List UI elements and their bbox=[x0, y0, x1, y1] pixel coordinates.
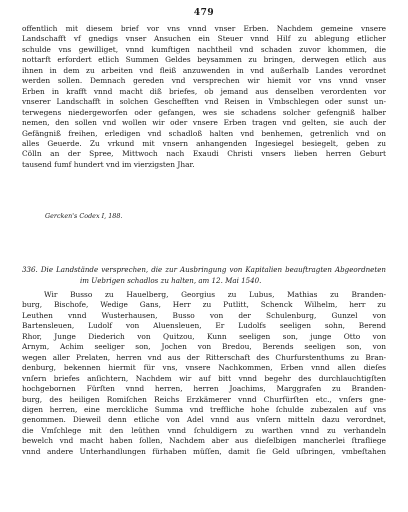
text-line: Landschafft vf gnedigs vnser Ansuchen ein Steuer vnnd Hilf zu ablegung etlicher bbox=[22, 34, 386, 44]
text-line: vnnd andere Unterhandlungen fürhaben müſſen, damit ſie Geld uſbringen, vmbeſtahen bbox=[22, 446, 386, 456]
text-line: nemen, den sollen vnd wollen wir oder vnsere Erben tragen vnd gelten, sie auch der bbox=[22, 118, 386, 128]
source-note: Gercken's Codex I, 188. bbox=[45, 212, 123, 220]
text-line: Arnym, Achim seeliger son, Jochen von Bredou, Berends seeligen son, von bbox=[22, 342, 386, 352]
text-line: Leuthen vnnd Wusterhausen, Busso von der Schulenburg, Gunzel von bbox=[22, 310, 386, 320]
text-line: burg, Bischofe, Wedige Gans, Herr zu Putlitt, Schenck Wilhelm, herr zu bbox=[22, 300, 386, 310]
document-heading bbox=[22, 264, 386, 286]
text-line: werden sollen. Demnach gereden vnd versprechen wir hiemit vor vns vnnd vnser bbox=[22, 76, 386, 86]
text-line: schulde vns gewilliget, vnnd kumftigen nachtheil vnd schaden zuvor khommen, die bbox=[22, 44, 386, 54]
text-line: vnserer Landschafft in solchen Geschefften vnd Reisen in Vmbschlegen oder sunst un- bbox=[22, 97, 386, 107]
text-line: nottarft erfordert etlich Summen Geldes beysammen zu bringen, derwegen etlich aus bbox=[22, 55, 386, 65]
top-paragraph bbox=[22, 24, 386, 170]
text-line: bewelch vnd macht haben ſollen, Nachdem aber aus dieſelbigen mancherlei ſtrafliege bbox=[22, 436, 386, 446]
text-line: burg, des heiligen Romiſchen Reichs Erzkämerer vnnd Churfürſten etc., vnſers gne- bbox=[22, 394, 386, 404]
text-line: tausend fumf hundert vnd im vierzigsten Jhar. bbox=[22, 159, 195, 169]
text-line: vnſern briefes anſichtern, Nachdem wir auf bitt vnnd begehr des durchlauchtigſten bbox=[22, 373, 386, 383]
text-line: Gefängniß freihen, erledigen vnd schadloß halten vnd benhemen, getrenlich vnd on bbox=[22, 128, 386, 138]
text-line: denburg, bekennen hiermit für vns, vnsere Nachkommen, Erben vnnd allen dieſes bbox=[22, 363, 386, 373]
text-line: Wir Busso zu Hauelberg, Georgius zu Lubus, Mathias zu Branden- bbox=[44, 290, 386, 299]
text-line: Erben in krafft vnnd macht diß briefes, ob jemand aus denselben verordenten vor bbox=[22, 86, 386, 96]
text-line: Cölln an der Spree, Mittwoch nach Exaudi Christi vnsers lieben herren Geburt bbox=[22, 149, 386, 159]
text-line: alles Geuerde. Zu vrkund mit vnsern anhangenden Ingesiegel besiegelt, geben zu bbox=[22, 138, 386, 148]
main-paragraph bbox=[22, 290, 386, 457]
text-line: ihnen in dem zu arbeiten vnd fleiß anzuwenden in vnd außerhalb Landes verordnet bbox=[22, 65, 386, 75]
text-line: offentlich mit diesem brief vor vns vnnd vnser Erben. Nachdem gemeine vnsere bbox=[22, 24, 386, 33]
text-line: Rhor, Junge Diederich von Quitzou, Kunn seeligen son, junge Otto von bbox=[22, 331, 386, 341]
heading-line: 336. Die Landstände versprechen, die zur Ausbringung von Kapitalien beauftragten Abgeordneten bbox=[22, 265, 386, 274]
text-line: die Vmſchlege mit den leüthen vnnd ſchuldigern zu warthen vnnd zu verhandeln bbox=[22, 425, 386, 435]
page-number: 479 bbox=[193, 8, 215, 18]
text-line: genommen. Dieweil denn etliche von Adel vnnd aus vnſern mitteln dazu verordnet, bbox=[22, 415, 386, 425]
heading-line: im Uebrigen schadlos zu halten, am 12. Mai 1540. bbox=[80, 276, 262, 285]
text-line: digen herren, eine merckliche Summa vnd treffliche hohe ſchulde zubezalen auf vns bbox=[22, 404, 386, 414]
text-line: Bartensleuen, Ludolf von Aluensleuen, Er Ludolfs seeligen sohn, Berend bbox=[22, 321, 386, 331]
text-line: terwegens niedergeworfen oder gefangen, wes sie schadens solcher gefengniß halber bbox=[22, 107, 386, 117]
text-line: hochgebornen Fürſten vnnd herren, herren Joachims, Marggrafen zu Branden- bbox=[22, 384, 386, 394]
text-line: wegen aller Prelaten, herren vnd aus der Ritterschaft des Churfurstenthums zu Bran- bbox=[22, 352, 386, 362]
